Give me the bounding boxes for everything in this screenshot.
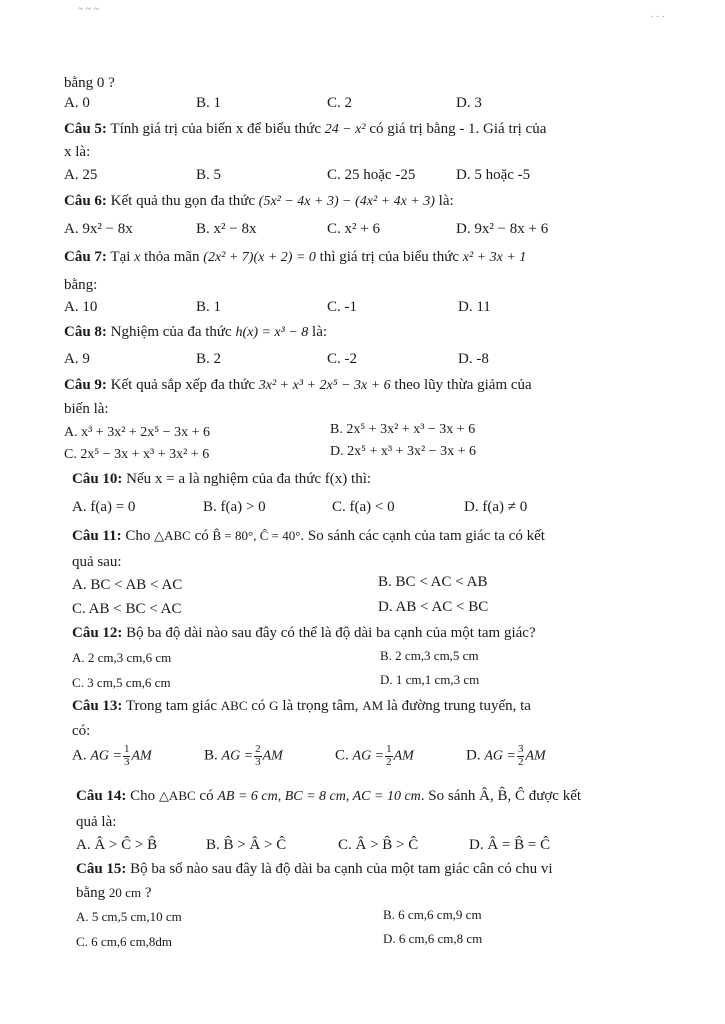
q12-option-a: A. 2 cm,3 cm,6 cm (72, 650, 172, 665)
q10-option-a: A. f(a) = 0 (72, 499, 136, 515)
q13-option-b (204, 744, 283, 768)
question-14-text: Cho (130, 788, 156, 804)
question-14 (76, 787, 581, 806)
question-13-text-b: có (251, 698, 266, 714)
question-5-label: Câu 5: (64, 121, 107, 137)
q13-option-c-rhs: AM (393, 748, 414, 764)
question-8-label: Câu 8: (64, 324, 107, 340)
q14-option-c: C. Â > B̂ > Ĉ (338, 837, 419, 853)
q5-option-d: D. 5 hoặc -5 (456, 167, 531, 183)
q11-option-a: A. BC < AB < AC (72, 577, 183, 593)
q11-option-c: C. AB < BC < AC (72, 601, 182, 617)
question-5-continuation: x là: (64, 144, 91, 160)
q9-option-c: C. 2x⁵ − 3x + x³ + 3x² + 6 (64, 447, 210, 462)
question-10-expr-2: f(x) (324, 471, 348, 487)
q12-option-c: C. 3 cm,5 cm,6 cm (72, 675, 171, 690)
q4-option-d: D. 3 (456, 95, 482, 111)
question-12-label: Câu 12: (72, 625, 123, 641)
scan-mark-left: ~ ~ ~ (78, 4, 100, 15)
q6-option-d: D. 9x² − 8x + 6 (456, 221, 549, 237)
question-7-text: Tại (110, 249, 131, 265)
question-8-expr: h(x) = x³ − 8 (235, 325, 309, 340)
q8-option-a: A. 9 (64, 351, 90, 367)
question-7-expr-2: x² + 3x + 1 (462, 250, 527, 265)
question-11-text-c: . So sánh các cạnh của tam giác ta có kết (300, 528, 545, 544)
q13-option-d-lhs: AG = (484, 748, 516, 764)
question-5-text-b: có giá trị bằng - 1. Giá trị của (369, 121, 547, 137)
question-7-label: Câu 7: (64, 249, 107, 265)
q14-option-a: A. Â > Ĉ > B̂ (76, 837, 158, 853)
q8-option-c: C. -2 (327, 351, 357, 367)
question-6-label: Câu 6: (64, 193, 107, 209)
q10-option-c: C. f(a) < 0 (332, 499, 395, 515)
q4-option-b: B. 1 (196, 95, 222, 111)
q13-option-a (72, 744, 152, 768)
fraction-denominator: 3 (255, 755, 261, 768)
question-15 (76, 860, 553, 879)
q10-option-b: B. f(a) > 0 (203, 499, 266, 515)
question-13-continuation: có: (72, 723, 91, 739)
q9-option-b: B. 2x⁵ + 3x² + x³ − 3x + 6 (330, 422, 476, 437)
question-5-expr: 24 − x² (324, 122, 366, 137)
q8-option-d: D. -8 (458, 351, 489, 367)
question-11-expr-2: B̂ = 80°, Ĉ = 40° (212, 528, 301, 543)
q13-option-d-letter: D. (466, 747, 481, 764)
q11-option-b: B. BC < AC < AB (378, 574, 488, 590)
question-9-text: Kết quả sắp xếp đa thức (110, 377, 256, 393)
fraction-numerator: 2 (255, 743, 261, 755)
q15-option-a: A. 5 cm,5 cm,10 cm (76, 909, 182, 924)
question-15-cont-a: bằng (76, 885, 106, 901)
q14-option-b: B. B̂ > Â > Ĉ (206, 837, 287, 853)
question-8-text: Nghiệm của đa thức (110, 324, 232, 340)
question-7-text-b: thỏa mãn (144, 249, 200, 265)
question-12 (72, 624, 536, 643)
question-13-text-d: là đường trung tuyến, ta (387, 698, 531, 714)
question-7-expr: (2x² + 7)(x + 2) = 0 (203, 250, 316, 265)
question-15-label: Câu 15: (76, 861, 127, 877)
fraction-denominator: 3 (123, 755, 130, 768)
q5-option-b: B. 5 (196, 167, 222, 183)
question-11-continuation: quả sau: (72, 554, 122, 570)
q7-option-c: C. -1 (327, 299, 357, 315)
fraction-numerator: 1 (123, 743, 130, 755)
q15-option-d: D. 6 cm,6 cm,8 cm (383, 931, 483, 946)
question-14-text-d: được kết (528, 788, 582, 804)
fraction-denominator: 2 (386, 755, 392, 768)
q14-option-d: D. Â = B̂ = Ĉ (469, 837, 551, 853)
question-13-expr-3: AM (362, 698, 384, 713)
question-10-label: Câu 10: (72, 471, 123, 487)
question-11-expr: △ABC (154, 528, 191, 543)
q13-option-c (335, 744, 414, 768)
fraction-numerator: 1 (386, 743, 392, 755)
question-14-text-b: có (199, 788, 214, 804)
question-11 (72, 527, 545, 546)
question-10-text-b: là nghiệm của đa thức (188, 471, 322, 487)
question-10-text: Nếu (126, 471, 152, 487)
question-7-var: x (134, 250, 141, 265)
question-15-continuation (76, 884, 151, 903)
q7-option-b: B. 1 (196, 299, 222, 315)
question-11-text-b: có (194, 528, 209, 544)
question-7-text-c: thì giá trị của biểu thức (319, 249, 459, 265)
q13-option-c-fraction (385, 744, 393, 768)
question-13-text-c: là trọng tâm, (282, 698, 359, 714)
question-13-expr-2: G (269, 698, 279, 713)
question-14-text-c: . So sánh (420, 788, 476, 804)
fraction-numerator: 3 (517, 743, 524, 755)
q13-option-d-rhs: AM (525, 748, 546, 764)
question-6-text: Kết quả thu gọn đa thức (110, 193, 256, 209)
question-14-expr-2: AB = 6 cm, BC = 8 cm, AC = 10 cm (217, 789, 421, 804)
question-9 (64, 376, 532, 395)
question-14-expr-3: Â, B̂, Ĉ (479, 788, 525, 804)
question-9-expr: 3x² + x³ + 2x⁵ − 3x + 6 (258, 378, 391, 393)
question-5-text: Tính giá trị của biến x để biểu thức (110, 121, 321, 137)
question-7-continuation: bằng: (64, 277, 98, 293)
question-9-text-b: theo lũy thừa giảm của (394, 377, 532, 393)
question-15-expr: 20 cm (108, 885, 142, 900)
question-10-text-c: thì: (351, 471, 372, 487)
q9-option-d: D. 2x⁵ + x³ + 3x² − 3x + 6 (330, 444, 476, 459)
question-9-continuation: biến là: (64, 401, 109, 417)
q5-option-c: C. 25 hoặc -25 (327, 167, 416, 183)
q9-option-a: A. x³ + 3x² + 2x⁵ − 3x + 6 (64, 425, 210, 440)
q13-option-c-letter: C. (335, 747, 349, 764)
q5-option-a: A. 25 (64, 167, 98, 183)
q15-option-c: C. 6 cm,6 cm,8dm (76, 934, 173, 949)
q6-option-b: B. x² − 8x (196, 221, 257, 237)
q13-option-b-letter: B. (204, 747, 218, 764)
q10-option-d: D. f(a) ≠ 0 (464, 499, 528, 515)
question-6 (64, 192, 454, 211)
q13-option-b-lhs: AG = (221, 748, 254, 764)
question-6-expr: (5x² − 4x + 3) − (4x² + 4x + 3) (258, 194, 435, 209)
q13-option-b-rhs: AM (262, 748, 283, 764)
question-13-text: Trong tam giác (125, 698, 218, 714)
q13-option-d (466, 744, 546, 768)
question-12-text: Bộ ba độ dài nào sau đây có thể là độ dài ba cạnh của một tam giác? (126, 625, 536, 641)
question-8-text-b: là: (312, 324, 328, 340)
q7-option-d: D. 11 (458, 299, 491, 315)
q13-option-a-fraction (123, 744, 131, 768)
q4-option-a: A. 0 (64, 95, 90, 111)
question-13-label: Câu 13: (72, 698, 123, 714)
question-5 (64, 120, 546, 139)
q13-option-d-fraction (517, 744, 525, 768)
question-9-label: Câu 9: (64, 377, 107, 393)
question-7 (64, 248, 526, 267)
question-14-continuation: quả là: (76, 814, 117, 830)
q4-continuation: bằng 0 ? (64, 75, 115, 91)
question-15-text: Bộ ba số nào sau đây là độ dài ba cạnh của một tam giác cân có chu vi (130, 861, 553, 877)
question-6-text-b: là: (438, 193, 454, 209)
q12-option-d: D. 1 cm,1 cm,3 cm (380, 672, 480, 687)
q13-option-b-fraction (254, 744, 262, 768)
question-11-text: Cho (125, 528, 151, 544)
question-10-expr: x = a (154, 471, 186, 487)
question-13 (72, 697, 531, 716)
question-8 (64, 323, 327, 342)
q6-option-c: C. x² + 6 (327, 221, 380, 237)
question-14-label: Câu 14: (76, 788, 127, 804)
q6-option-a: A. 9x² − 8x (64, 221, 133, 237)
q13-option-a-letter: A. (72, 747, 87, 764)
question-10 (72, 470, 371, 489)
question-15-cont-b: ? (144, 885, 152, 901)
scan-mark-right: · · · (650, 12, 665, 23)
q13-option-a-lhs: AG = (90, 748, 122, 764)
q12-option-b: B. 2 cm,3 cm,5 cm (380, 648, 479, 663)
question-14-expr: △ABC (158, 788, 196, 803)
q13-option-a-rhs: AM (131, 748, 152, 764)
question-11-label: Câu 11: (72, 528, 122, 544)
q4-option-c: C. 2 (327, 95, 353, 111)
question-13-expr: ABC (220, 698, 248, 713)
fraction-denominator: 2 (517, 755, 524, 768)
q13-option-c-lhs: AG = (352, 748, 385, 764)
q11-option-d: D. AB < AC < BC (378, 599, 489, 615)
q8-option-b: B. 2 (196, 351, 222, 367)
q7-option-a: A. 10 (64, 299, 98, 315)
q15-option-b: B. 6 cm,6 cm,9 cm (383, 907, 482, 922)
